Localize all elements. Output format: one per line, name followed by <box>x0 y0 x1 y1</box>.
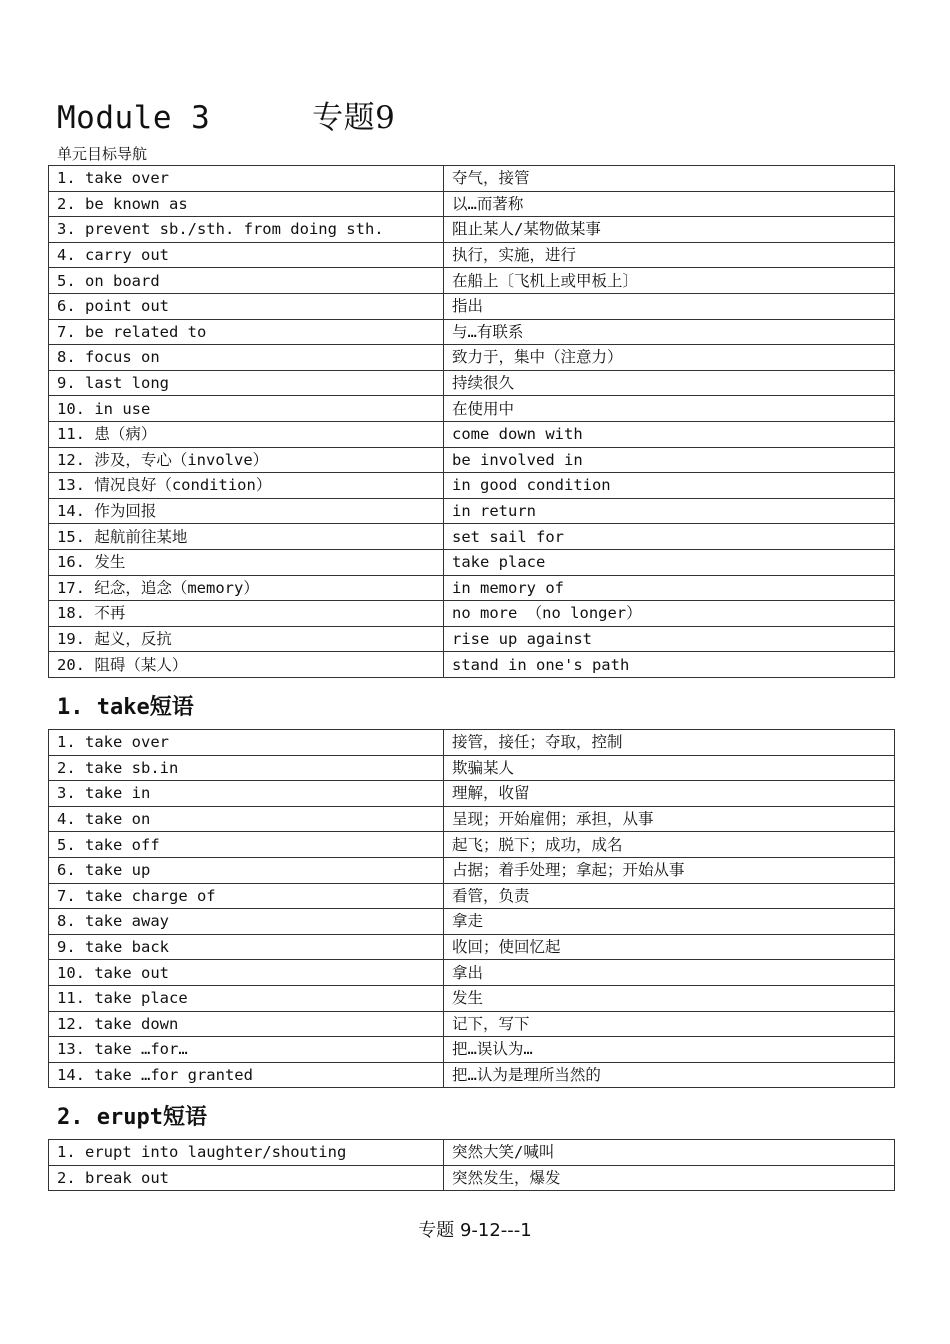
term-cell: 12. 涉及，专心（involve） <box>49 447 444 473</box>
term-cell: 10. take out <box>49 960 444 986</box>
term-cell: 10. in use <box>49 396 444 422</box>
meaning-cell: 看管，负责 <box>444 883 895 909</box>
term-cell: 1. take over <box>49 166 444 192</box>
term-cell: 1. erupt into laughter/shouting <box>49 1140 444 1166</box>
meaning-cell: 呈现；开始雇佣；承担，从事 <box>444 806 895 832</box>
section-heading-erupt <box>57 1100 207 1131</box>
term-cell: 2. be known as <box>49 191 444 217</box>
table-row <box>49 934 895 960</box>
meaning-cell: take place <box>444 549 895 575</box>
table-row <box>49 909 895 935</box>
table-row <box>49 1037 895 1063</box>
meaning-cell: 把…误认为… <box>444 1037 895 1063</box>
meaning-cell: no more （no longer） <box>444 601 895 627</box>
table-row <box>49 601 895 627</box>
table-row <box>49 626 895 652</box>
meaning-cell: 起飞；脱下；成功，成名 <box>444 832 895 858</box>
term-cell: 20. 阻碍（某人） <box>49 652 444 678</box>
table-row <box>49 345 895 371</box>
table-row <box>49 781 895 807</box>
meaning-cell: be involved in <box>444 447 895 473</box>
section-suffix: 短语 <box>149 694 194 720</box>
table-row <box>49 191 895 217</box>
meaning-cell: 突然发生，爆发 <box>444 1165 895 1191</box>
meaning-cell: come down with <box>444 421 895 447</box>
table-row <box>49 730 895 756</box>
meaning-cell: 致力于，集中（注意力） <box>444 345 895 371</box>
term-cell: 1. take over <box>49 730 444 756</box>
meaning-cell: in good condition <box>444 473 895 499</box>
term-cell: 9. last long <box>49 370 444 396</box>
table-row <box>49 217 895 243</box>
title-chinese: 专题9 <box>312 100 396 136</box>
title-english: Module 3 <box>57 100 211 136</box>
meaning-cell: 收回；使回忆起 <box>444 934 895 960</box>
term-cell: 13. take …for… <box>49 1037 444 1063</box>
table-row <box>49 960 895 986</box>
meaning-cell: 拿走 <box>444 909 895 935</box>
section-number: 1. <box>57 695 84 720</box>
meaning-cell: 持续很久 <box>444 370 895 396</box>
meaning-cell: stand in one's path <box>444 652 895 678</box>
table-row <box>49 832 895 858</box>
table-row <box>49 319 895 345</box>
meaning-cell: rise up against <box>444 626 895 652</box>
table-row <box>49 498 895 524</box>
term-cell: 12. take down <box>49 1011 444 1037</box>
vocab-table-unit-goals <box>48 165 895 678</box>
meaning-cell: 在使用中 <box>444 396 895 422</box>
term-cell: 2. break out <box>49 1165 444 1191</box>
table-row <box>49 575 895 601</box>
term-cell: 4. carry out <box>49 242 444 268</box>
meaning-cell: 记下，写下 <box>444 1011 895 1037</box>
meaning-cell: 发生 <box>444 985 895 1011</box>
term-cell: 9. take back <box>49 934 444 960</box>
meaning-cell: in return <box>444 498 895 524</box>
meaning-cell: 把…认为是理所当然的 <box>444 1062 895 1088</box>
meaning-cell: 拿出 <box>444 960 895 986</box>
meaning-cell: 理解，收留 <box>444 781 895 807</box>
vocab-table-take-phrases <box>48 729 895 1088</box>
meaning-cell: 阻止某人/某物做某事 <box>444 217 895 243</box>
section-number: 2. <box>57 1105 84 1130</box>
table-row <box>49 1011 895 1037</box>
section-heading-take <box>57 690 194 721</box>
term-cell: 6. take up <box>49 857 444 883</box>
page-footer: 专题 9-12---1 <box>418 1220 532 1241</box>
meaning-cell: 在船上〔飞机上或甲板上〕 <box>444 268 895 294</box>
table-row <box>49 857 895 883</box>
meaning-cell: 接管，接任；夺取，控制 <box>444 730 895 756</box>
table-row <box>49 421 895 447</box>
table-row <box>49 652 895 678</box>
meaning-cell: set sail for <box>444 524 895 550</box>
table-row <box>49 1140 895 1166</box>
meaning-cell: 夺气，接管 <box>444 166 895 192</box>
meaning-cell: in memory of <box>444 575 895 601</box>
term-cell: 11. take place <box>49 985 444 1011</box>
table-row <box>49 549 895 575</box>
term-cell: 15. 起航前往某地 <box>49 524 444 550</box>
table-row <box>49 883 895 909</box>
page-title <box>57 92 395 137</box>
term-cell: 2. take sb.in <box>49 755 444 781</box>
term-cell: 4. take on <box>49 806 444 832</box>
table-row <box>49 447 895 473</box>
term-cell: 14. 作为回报 <box>49 498 444 524</box>
meaning-cell: 指出 <box>444 293 895 319</box>
meaning-cell: 与…有联系 <box>444 319 895 345</box>
term-cell: 7. be related to <box>49 319 444 345</box>
term-cell: 8. take away <box>49 909 444 935</box>
term-cell: 17. 纪念，追念（memory） <box>49 575 444 601</box>
table-row <box>49 1062 895 1088</box>
meaning-cell: 以…而著称 <box>444 191 895 217</box>
table-row <box>49 1165 895 1191</box>
table-row <box>49 806 895 832</box>
term-cell: 5. take off <box>49 832 444 858</box>
term-cell: 5. on board <box>49 268 444 294</box>
vocab-table-erupt-phrases <box>48 1139 895 1191</box>
table-row <box>49 268 895 294</box>
table-row <box>49 396 895 422</box>
table-row <box>49 473 895 499</box>
table-row <box>49 370 895 396</box>
table-row <box>49 242 895 268</box>
section-word: erupt <box>96 1105 163 1130</box>
term-cell: 3. prevent sb./sth. from doing sth. <box>49 217 444 243</box>
term-cell: 6. point out <box>49 293 444 319</box>
term-cell: 11. 患（病） <box>49 421 444 447</box>
term-cell: 18. 不再 <box>49 601 444 627</box>
term-cell: 19. 起义，反抗 <box>49 626 444 652</box>
term-cell: 8. focus on <box>49 345 444 371</box>
term-cell: 14. take …for granted <box>49 1062 444 1088</box>
term-cell: 7. take charge of <box>49 883 444 909</box>
section-word: take <box>96 695 150 720</box>
meaning-cell: 占据；着手处理；拿起；开始从事 <box>444 857 895 883</box>
table-row <box>49 293 895 319</box>
meaning-cell: 欺骗某人 <box>444 755 895 781</box>
term-cell: 13. 情况良好（condition） <box>49 473 444 499</box>
table-row <box>49 524 895 550</box>
meaning-cell: 突然大笑/喊叫 <box>444 1140 895 1166</box>
table-row <box>49 166 895 192</box>
term-cell: 16. 发生 <box>49 549 444 575</box>
term-cell: 3. take in <box>49 781 444 807</box>
subtitle: 单元目标导航 <box>57 145 148 163</box>
section-suffix: 短语 <box>162 1104 207 1130</box>
meaning-cell: 执行，实施，进行 <box>444 242 895 268</box>
table-row <box>49 755 895 781</box>
table-row <box>49 985 895 1011</box>
